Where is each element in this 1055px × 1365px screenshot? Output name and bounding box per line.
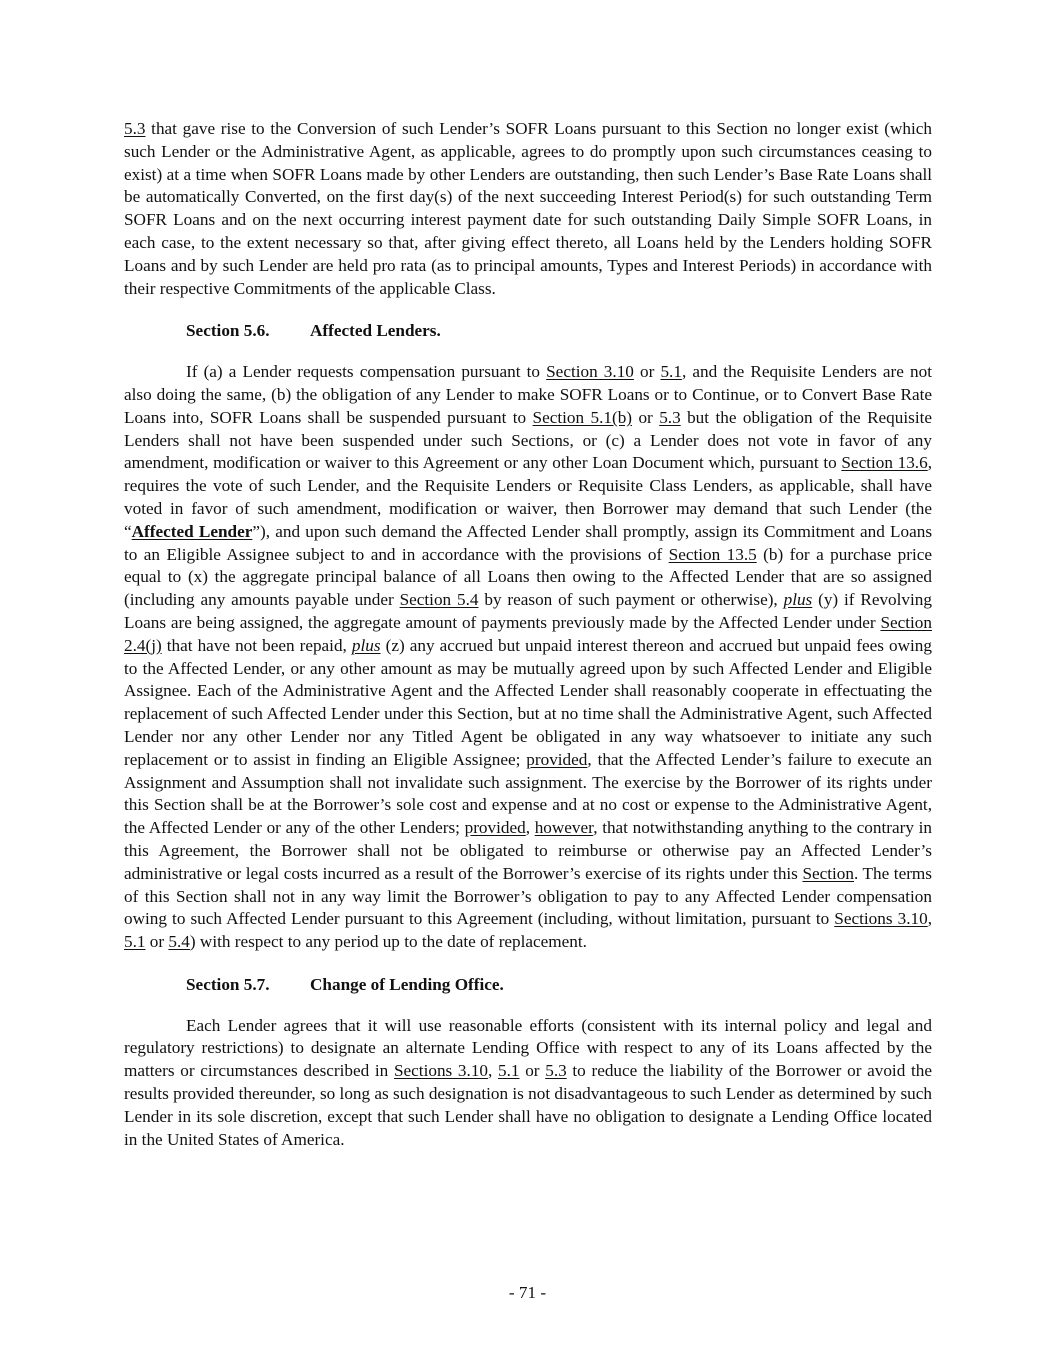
cross-reference: Section [802, 863, 854, 883]
paragraph-change-of-lending-office: Each Lender agrees that it will use reasonable efforts (consistent with its internal policy and legal and regulatory restrictions) to designate an alternate Lending Office with respect to any of its Loans affected by the matters or circumstances described in Sections 3.10, 5.1 or 5.3 to reduce the liability of the Borrower or avoid the results provided thereunder, so long as such designation is not disadvantageous to such Lender as determined by such Lender in its sole discretion, except that such Lender shall have no obligation to designate a Lending Office located in the United States of America. [124, 1015, 933, 1149]
section-title: Affected Lenders. [310, 321, 441, 341]
section-number: Section 5.6. [186, 321, 270, 341]
cross-reference: 5.4 [168, 932, 190, 952]
paragraph-continuation: 5.3 that gave rise to the Conversion of such Lender’s SOFR Loans pursuant to this Section no longer exist (which such Lender or the Administrative Agent, as applicable, agrees to do promptly upon such circumstances ceasing to exist) at a time when SOFR Loans made by other Lenders are outstanding, then such Lender’s Base Rate Loans shall be automatically Converted, on the first day(s) of the next succeeding Interest Period(s) for such outstanding Term SOFR Loans and on the next occurring interest payment date for such outstanding Daily Simple SOFR Loans, in each case, to the extent necessary so that, after giving effect thereto, all Loans held by the Lenders holding SOFR Loans and by such Lender are held pro rata (as to principal amounts, Types and Interest Periods) in accordance with their respective Commitments of the applicable Class. [124, 119, 932, 298]
cross-reference: 5.1 [124, 932, 146, 952]
page-number: - 71 - [508, 1283, 547, 1302]
cross-reference: Sections 3.10 [393, 1061, 489, 1081]
paragraph-affected-lenders: If (a) a Lender requests compensation pursuant to Section 3.10 or 5.1, and the Requisite Lenders are not also doing the same, (b) the obligation of any Lender to make SOFR Loans or to Continue, or to Convert Base Rate Loans into, SOFR Loans shall be suspended pursuant to Section 5.1(b) or 5.3 but the obligation of the Requisite Lenders shall not have been suspended under such Sections, or (c) a Lender does not vote in favor of any amendment, modification or waiver to this Agreement or any other Loan Document which, pursuant to Section 13.6, requires the vote of such Lender, and the Requisite Lenders or Requisite Class Lenders, as applicable, shall have voted in favor of such amendment, modification or waiver, then Borrower may demand that such Lender (the “Affected Lender”), and upon such demand the Affected Lender shall promptly, assign its Commitment and Loans to an Eligible Assignee subject to and in accordance with the provisions of Section 13.5 (b) for a purchase price equal to (x) the aggregate principal balance of all Loans then owing to the Affected Lender that are so assigned (including any amounts payable under Section 5.4 by reason of such payment or otherwise), plus (y) if Revolving Loans are being assigned, the aggregate amount of payments previously made by the Affected Lender under Section 2.4(j) that have not been repaid, plus (z) any accrued but unpaid interest thereon and accrued but unpaid fees owing to the Affected Lender, or any other amount as may be mutually agreed upon by such Affected Lender and Eligible Assignee. Each of the Administrative Agent and the Affected Lender shall reasonably cooperate in effectuating the replacement of such Affected Lender under this Section, but at no time shall the Administrative Agent, such Affected Lender nor any other Lender nor any Titled Agent be obligated in any way whatsoever to initiate any such replacement or to assist in finding an Eligible Assignee; provided, that the Affected Lender’s failure to execute an Assignment and Assumption shall not invalidate such assignment. The exercise by the Borrower of its rights under this Section shall be at the Borrower’s sole cost and expense and at no cost or expense to the Administrative Agent, the Affected Lender or any of the other Lenders; provided, however, that notwithstanding anything to the contrary in this Agreement, the Borrower shall not be obligated to reimburse or otherwise pay an Affected Lender’s administrative or legal costs incurred as a result of the Borrower’s exercise of its rights under this Section. The terms of this Section shall not in any way limit the Borrower’s obligation to pay to any Affected Lender compensation owing to such Affected Lender pursuant to this Agreement (including, without limitation, pursuant to Sections 3.10, 5.1 or 5.4) with respect to any period up to the date of replacement. [124, 362, 933, 952]
cross-reference: Section 13.6 [841, 453, 928, 473]
cross-reference: 5.3 [545, 1061, 567, 1081]
cross-reference: Sections 3.10 [834, 909, 928, 929]
cross-reference: Section 5.1(b) [532, 407, 633, 427]
emphasis-term: plus [783, 590, 813, 610]
defined-term: Affected Lender [131, 521, 253, 541]
cross-reference: Section 5.4 [399, 590, 479, 610]
section-heading-5-6 [124, 320, 932, 343]
proviso-term: provided [464, 818, 526, 838]
cross-reference: 5.3 [659, 407, 681, 427]
cross-reference: Section 2.4(j) [124, 612, 932, 655]
emphasis-term: plus [351, 635, 381, 655]
cross-reference: Section 3.10 [546, 362, 634, 382]
cross-reference: 5.3 [124, 119, 146, 138]
document-page [124, 118, 932, 1151]
cross-reference: Section 13.5 [668, 544, 757, 564]
section-heading-5-7 [124, 974, 932, 997]
section-number: Section 5.7. [186, 974, 270, 994]
proviso-term: however [534, 818, 594, 838]
section-title: Change of Lending Office. [310, 974, 504, 994]
cross-reference: 5.1 [660, 362, 682, 382]
cross-reference: 5.1 [498, 1061, 520, 1081]
proviso-term: provided [526, 749, 588, 769]
